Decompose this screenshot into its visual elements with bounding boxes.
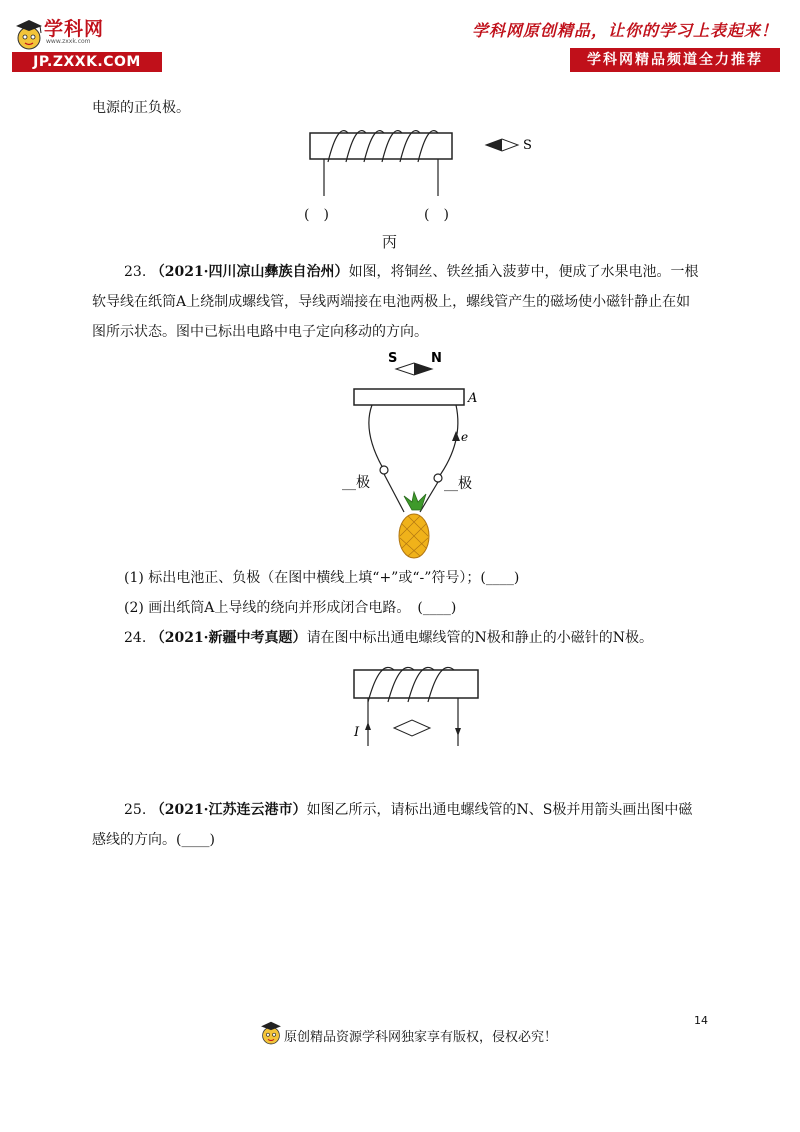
q24-solenoid-figure xyxy=(340,656,490,756)
pole-left-label: __极 xyxy=(342,475,370,491)
q24-line1 xyxy=(124,628,653,648)
needle-pole-label: S xyxy=(523,138,532,153)
footer-mascot-icon xyxy=(258,1018,284,1050)
solenoid-tube xyxy=(354,670,478,698)
needle-s-label: S xyxy=(388,351,398,366)
q23-line1 xyxy=(124,262,699,282)
q24-source: （2021·新疆中考真题） xyxy=(150,630,307,646)
electron-label: e xyxy=(461,430,469,444)
q23-line3: 图所示状态。图中已标出电路中电子定向移动的方向。 xyxy=(92,324,428,340)
pole-right-label: __极 xyxy=(444,476,472,492)
q25-number: 25. xyxy=(124,802,147,818)
wire-right xyxy=(438,405,458,478)
terminal-left xyxy=(380,466,388,474)
small-needle xyxy=(396,363,432,375)
q23-source: （2021·四川凉山彝族自治州） xyxy=(150,264,349,280)
q25-line2: 感线的方向。(____) xyxy=(92,832,215,848)
solenoid-tube xyxy=(310,133,452,159)
wire-left xyxy=(369,405,384,470)
q22-bracket-right: ( ) xyxy=(424,207,449,223)
page-number: 14 xyxy=(694,1014,708,1027)
q25-line1 xyxy=(124,800,692,820)
solenoid-coils xyxy=(328,131,438,162)
electron-arrow-icon xyxy=(452,431,460,441)
q22-tail-text: 电源的正负极。 xyxy=(92,100,190,116)
logo-domain: JP.ZXXK.COM xyxy=(12,52,162,72)
footer-copyright: 原创精品资源学科网独家享有版权，侵权必究！ xyxy=(284,1030,558,1045)
q24-text: 请在图中标出通电螺线管的N极和静止的小磁针的N极。 xyxy=(306,630,654,646)
small-needle xyxy=(394,720,430,736)
current-down-arrow-icon xyxy=(455,728,461,736)
q23-sub2: (2) 画出纸筒A上导线的绕向并形成闭合电路。 (____) xyxy=(124,600,457,616)
q25-text: 如图乙所示，请标出通电螺线管的N、S极并用箭头画出图中磁 xyxy=(306,802,693,818)
needle-n-label: N xyxy=(431,351,442,366)
logo-subtitle: www.zxxk.com xyxy=(46,38,91,45)
header-banner: 学科网精品频道全力推荐 xyxy=(570,48,780,72)
current-label: I xyxy=(354,725,360,740)
paper-tube xyxy=(354,389,464,405)
q22-figure-label: 丙 xyxy=(382,233,398,251)
q24-number: 24. xyxy=(124,630,147,646)
mascot-icon xyxy=(12,16,46,56)
q23-line1-text: 如图，将铜丝、铁丝插入菠萝中，便成了水果电池。一根 xyxy=(348,264,699,280)
solenoid-coils xyxy=(368,667,454,702)
header-slogan: 学科网原创精品，让你的学习上表起来！ xyxy=(471,21,778,40)
q22-solenoid-figure xyxy=(290,118,550,248)
q25-source: （2021·江苏连云港市） xyxy=(150,802,307,818)
logo-text: 学科网 xyxy=(44,18,105,40)
q23-number: 23. xyxy=(124,264,147,280)
small-needle xyxy=(486,139,518,151)
terminal-right xyxy=(434,474,442,482)
q23-line2: 软导线在纸筒A上绕制成螺线管，导线两端接在电池两极上，螺线管产生的磁场使小磁针静止在如 xyxy=(92,294,691,310)
current-up-arrow-icon xyxy=(365,722,371,730)
q23-fruit-battery-figure xyxy=(320,342,520,562)
q23-sub1: (1) 标出电池正、负极（在图中横线上填“+”或“-”符号）；(____) xyxy=(124,570,520,586)
pineapple-icon xyxy=(399,492,429,558)
tube-label: A xyxy=(468,391,478,406)
q22-bracket-left: ( ) xyxy=(304,207,329,223)
